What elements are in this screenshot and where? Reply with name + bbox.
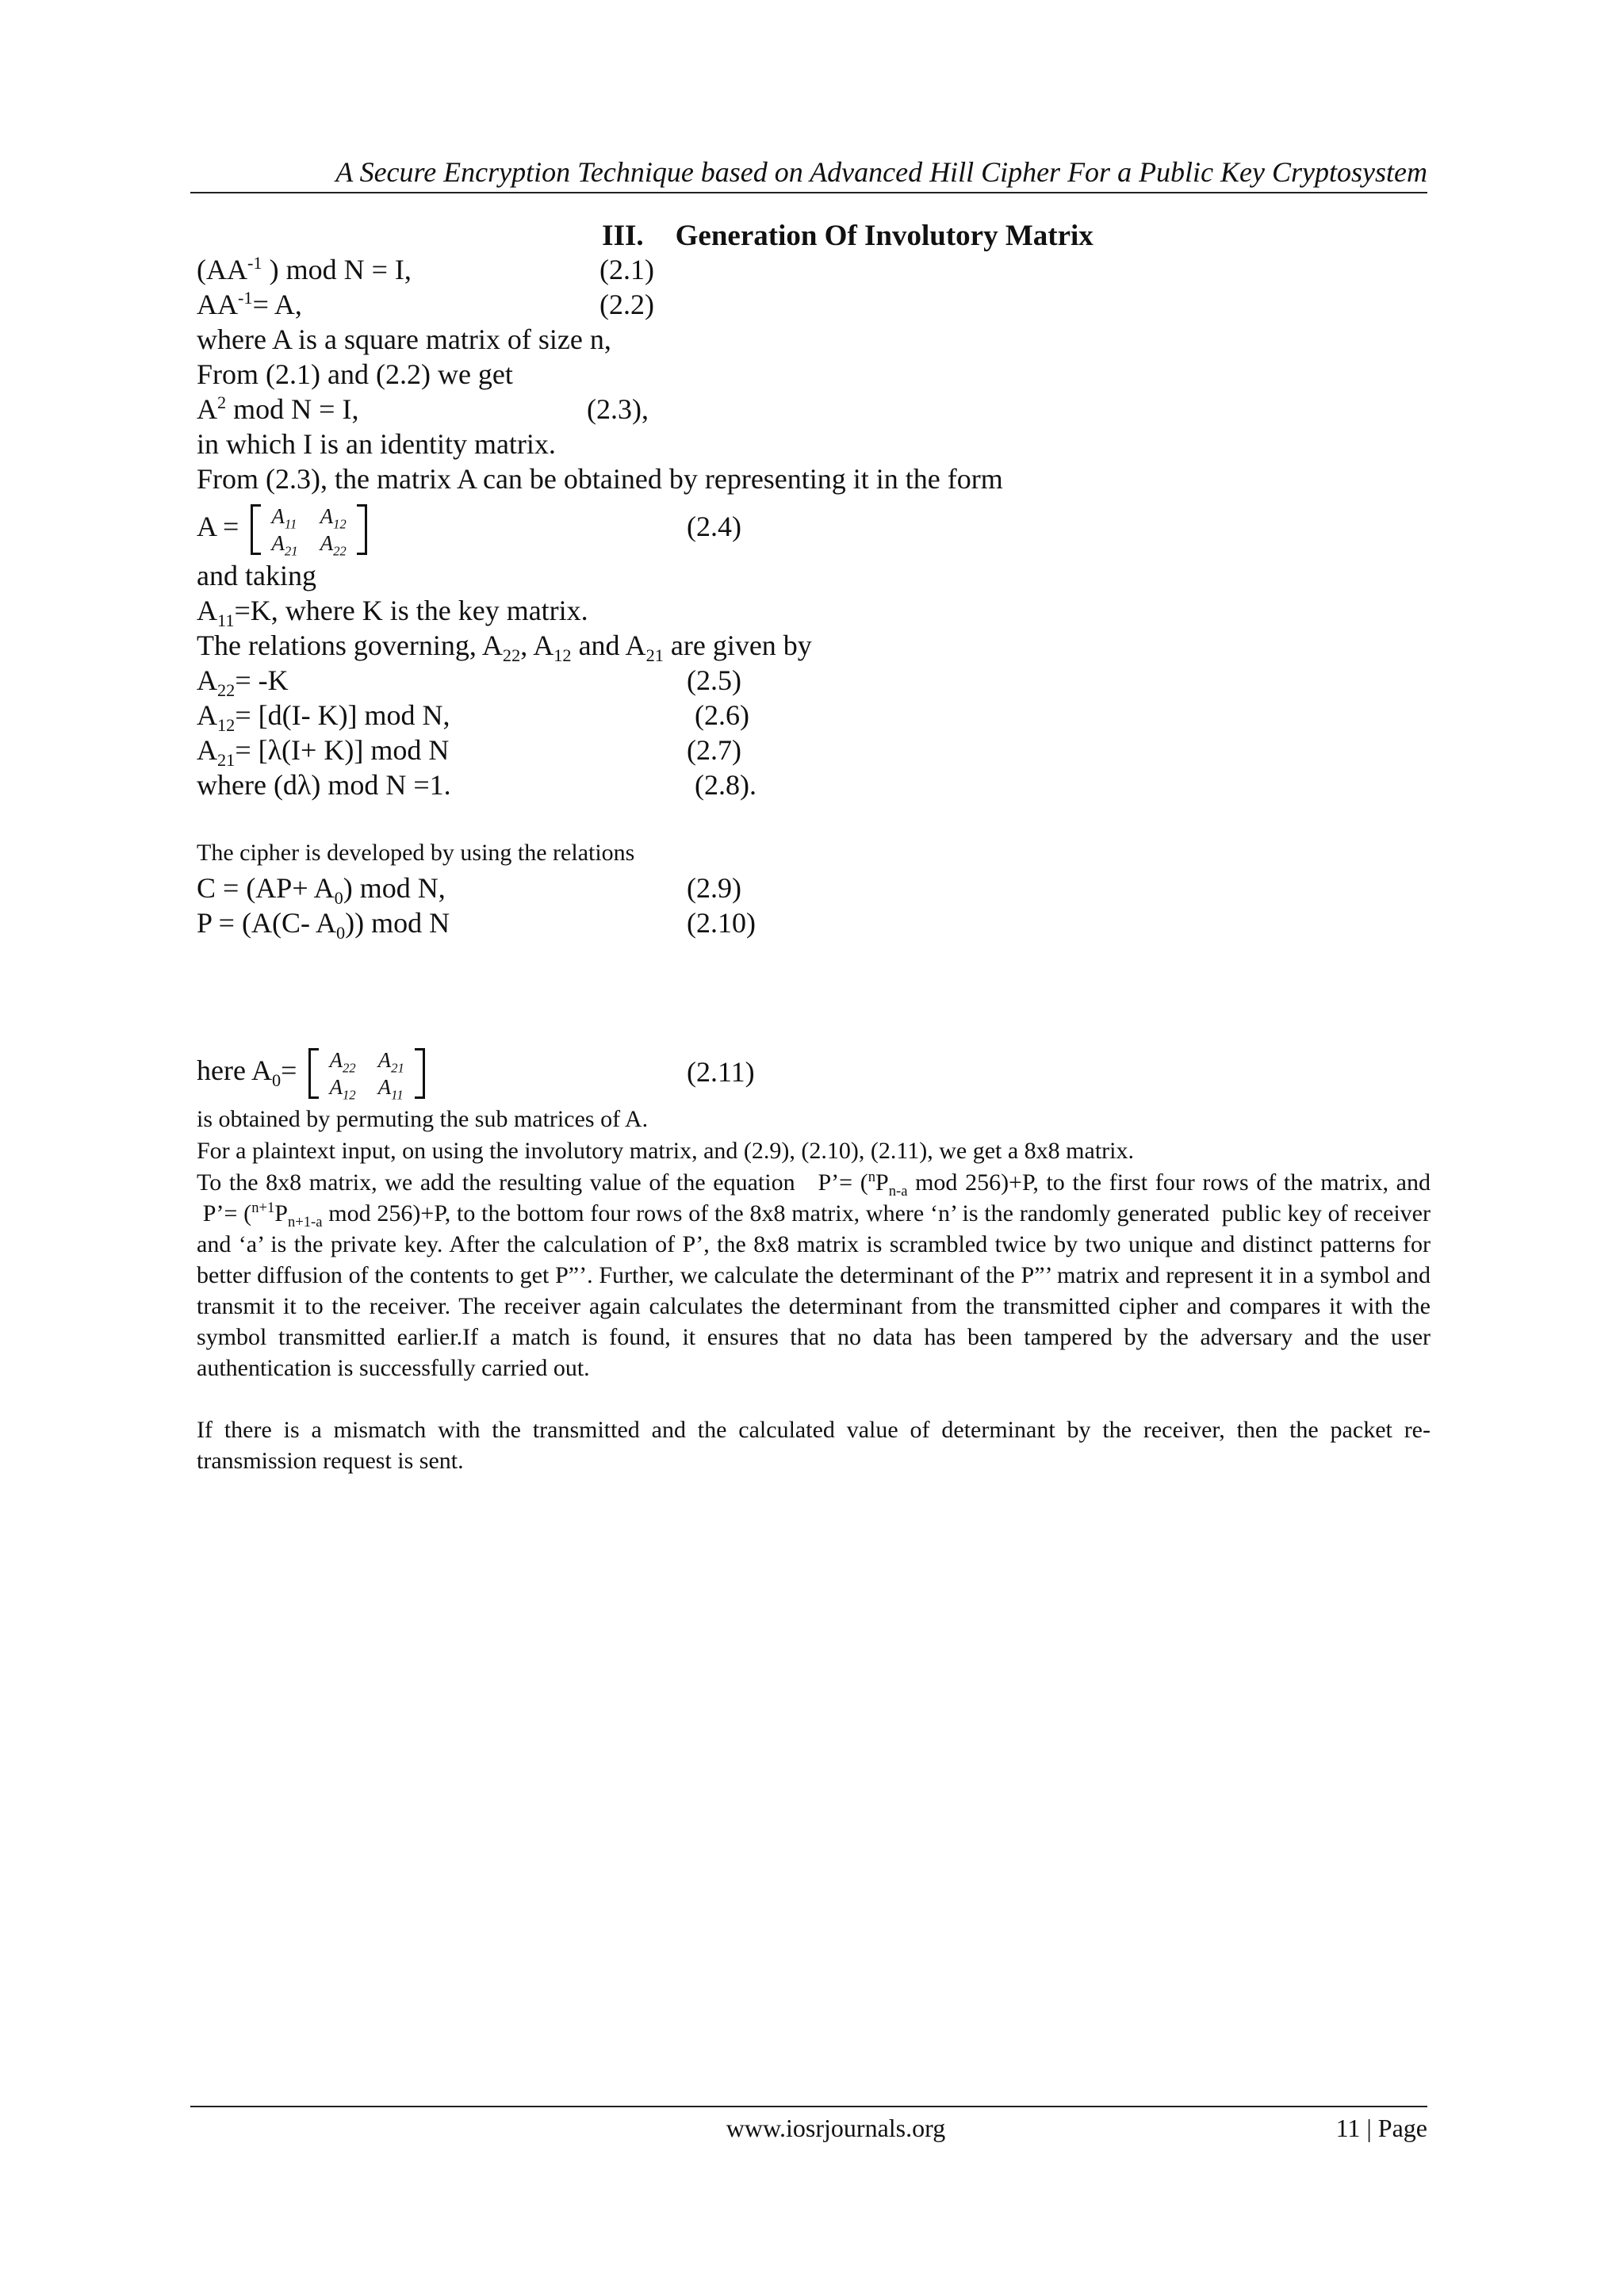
matrix-cell: $A_{11}$ (271, 503, 297, 532)
equation-number: (2.6) (695, 699, 749, 731)
matrix-cell: $A_{21}$ (271, 530, 298, 559)
matrix-a0 (308, 1047, 424, 1103)
section-title: Generation Of Involutory Matrix (675, 220, 1094, 252)
matrix-cell: $A_{11}$ (377, 1074, 404, 1103)
text-line: From (2.3), the matrix A can be obtained by representing it in the form (197, 463, 1003, 495)
body-paragraph: If there is a mismatch with the transmitted and the calculated value of determinant by the receiver, then the packet re-transmission request is sent. (197, 1417, 1431, 1474)
equation-number: (2.7) (687, 734, 741, 766)
equation-line: $A_{21}= [\lambda(I+ K)]$ mod N (197, 734, 450, 771)
text-line: is obtained by permuting the sub matrices of A. (197, 1106, 649, 1132)
footer-rule (190, 2106, 1427, 2107)
text-line: The cipher is developed by using the relations (197, 840, 635, 866)
matrix-a (251, 503, 366, 557)
matrix-cell: $A_{12}$ (320, 503, 347, 532)
equation-number: (2.10) (687, 907, 756, 939)
matrix-prefix: A = (197, 511, 239, 542)
equation-number: (2.2) (599, 289, 654, 320)
equation-number: (2.4) (687, 511, 741, 542)
text-line: in which I is an identity matrix. (197, 428, 556, 460)
section-number: III. (602, 220, 644, 252)
matrix-cell: $A_{21}$ (377, 1047, 404, 1076)
equation-line: ($AA^{-1}$ ) mod N = I, (197, 253, 412, 285)
equation-line: $AA^{-1}= A$, (197, 288, 302, 320)
running-header: A Secure Encryption Technique based on Advanced Hill Cipher For a Public Key Cryptosystem (190, 152, 1427, 193)
matrix-cell: $A_{22}$ (320, 530, 347, 559)
page-number: 11 | Page (1335, 2114, 1427, 2142)
matrix-cell: $A_{22}$ (329, 1047, 356, 1076)
equation-number: (2.9) (687, 872, 741, 904)
equation-line: $A_{12}= [d(I-$ K)] mod N, (197, 699, 450, 736)
body-paragraph: To the 8x8 matrix, we add the resulting value of the equation P’= ($^nP_{n-a}$ mod 256)+P, to the first four rows of the matrix, and P’= ($^{n+1}P_{n+1-a}$ mod 256)+P, to the bottom four rows of the 8x8 matrix, where ‘n’ is the randomly generated public key of receiver and ‘a’ is the private key. After the calculation of P’, the 8x8 matrix is scrambled twice by two unique and distinct patterns for better diffusion of the contents to get P”’. Further, we calculate the determinant of the P”’ matrix and represent it in a symbol and transmit it to the receiver. The receiver again calculates the determinant from the transmitted cipher and compares it with the symbol transmitted earlier.If a match is found, it ensures that no data has been tampered by the adversary and the user authentication is successfully carried out. (197, 1169, 1431, 1381)
equation-number: (2.5) (687, 664, 741, 696)
matrix-equation-a0 (197, 1039, 425, 1102)
text-line: and taking (197, 560, 316, 591)
text-line: $A_{11}=K$, where K is the key matrix. (197, 595, 588, 631)
text-line: For a plaintext input, on using the involutory matrix, and (2.9), (2.10), (2.11), we get a 8x8 matrix. (197, 1138, 1134, 1164)
matrix-equation-a (197, 495, 367, 558)
equation-number: (2.8). (695, 769, 756, 801)
equation-line: $A_{22}= -K$ (197, 664, 289, 701)
text-line: where A is a square matrix of size n, (197, 323, 611, 355)
equation-line: $C = (AP+ A_0)$ mod N, (197, 872, 446, 909)
footer-url: www.iosrjournals.org (726, 2114, 946, 2142)
equation-number: (2.3), (587, 393, 649, 425)
equation-number: (2.11) (687, 1056, 755, 1088)
matrix-cell: $A_{12}$ (329, 1074, 356, 1103)
matrix-prefix: here $A_0=$ (197, 1054, 297, 1091)
equation-line: P = (A(C- $A_0$)) mod N (197, 907, 450, 943)
equation-line: $A^2$ mod N = I, (197, 392, 359, 425)
text-line: The relations governing, $A_{22}$, $A_{12}$ and $A_{21}$ are given by (197, 629, 812, 666)
text-line: From (2.1) and (2.2) we get (197, 358, 513, 390)
equation-number: (2.1) (599, 254, 654, 285)
section-heading (0, 219, 1624, 253)
equation-line: where (dλ) mod N =1. (197, 769, 451, 801)
